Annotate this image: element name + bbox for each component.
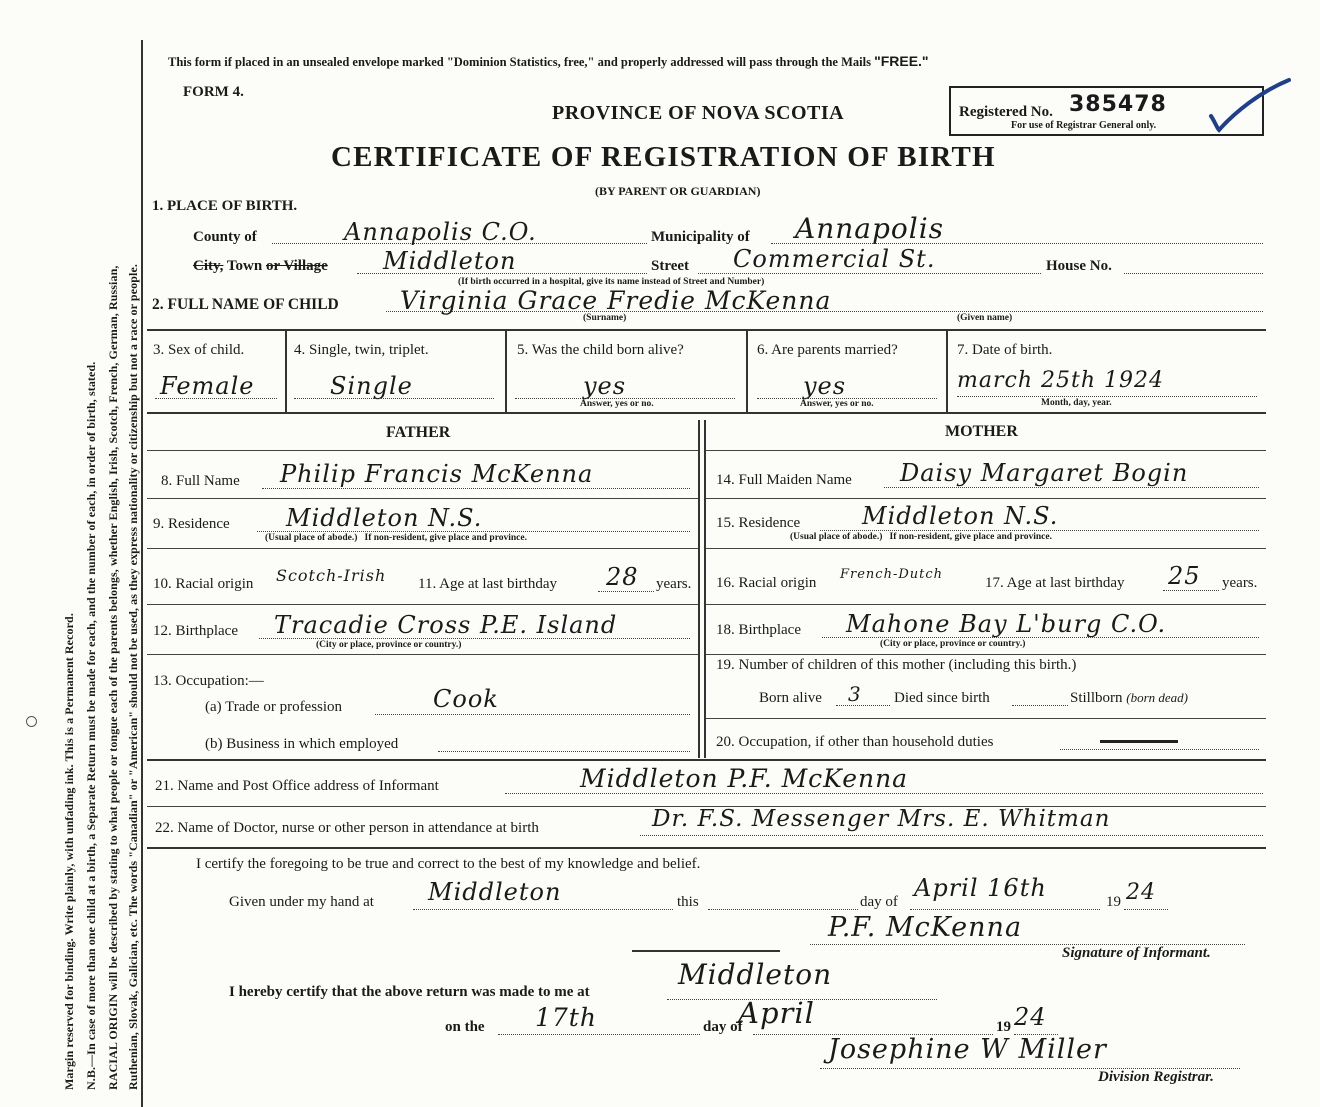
given-year-prefix: 19: [1106, 894, 1121, 910]
given-year-value: 24: [1126, 880, 1156, 905]
rule-mother-5: [706, 654, 1266, 655]
date-of-birth-value: march 25th 1924: [957, 368, 1164, 393]
informant-line: [505, 793, 1263, 794]
rule-father-3: [147, 548, 698, 549]
father-age-value: 28: [606, 563, 639, 591]
rule-informant-top: [147, 759, 1266, 761]
rule-registrar-separator: [632, 950, 780, 952]
form-number: FORM 4.: [183, 84, 244, 100]
town-type-label: City, Town or Village: [193, 258, 328, 274]
informant-signature-label: Signature of Informant.: [1062, 945, 1211, 961]
mother-heading: MOTHER: [945, 423, 1018, 440]
margin-note-nationality: Ruthenian, Slovak, Galician, etc. The words "Canadian" or "American" should not be used, as they express nationality or citizenship but not a race or people.: [126, 264, 140, 1090]
registered-number: 385478: [1069, 92, 1167, 117]
rule-row3-div1: [285, 329, 287, 412]
father-age-line: [598, 591, 654, 592]
mother-age-line: [1163, 590, 1219, 591]
rule-mother-4: [706, 604, 1266, 605]
mother-birthplace-note: (City or place, province or country.): [880, 639, 1026, 649]
date-of-birth-label: 7. Date of birth.: [957, 342, 1053, 358]
mother-birthplace-value: Mahone Bay L'burg C.O.: [846, 610, 1167, 638]
rule-father-5: [147, 654, 698, 655]
father-trade-line: [375, 714, 690, 715]
mother-name-line: [884, 487, 1259, 488]
mother-residence-value: Middleton N.S.: [862, 502, 1059, 530]
born-alive-count-label: Born alive: [759, 690, 822, 706]
father-occupation-label: 13. Occupation:—: [153, 673, 264, 689]
county-label: County of: [193, 229, 257, 245]
hospital-note: (If birth occurred in a hospital, give its name instead of Street and Number): [458, 277, 765, 287]
father-racial-value: Scotch-Irish: [276, 566, 387, 585]
born-alive-note: Answer, yes or no.: [580, 399, 654, 409]
father-birthplace-label: 12. Birthplace: [153, 623, 238, 639]
province-heading: PROVINCE OF NOVA SCOTIA: [552, 102, 845, 124]
registrar-year-value: 24: [1014, 1003, 1047, 1031]
rule-father-2: [147, 498, 698, 499]
mother-age-label: 17. Age at last birthday: [985, 575, 1125, 591]
father-racial-label: 10. Racial origin: [153, 576, 254, 592]
parents-married-value: yes: [803, 372, 847, 400]
rule-mother-1: [706, 450, 1266, 451]
died-since-birth-label: Died since birth: [894, 690, 990, 706]
father-birthplace-value: Tracadie Cross P.E. Island: [274, 611, 618, 639]
registrar-on-line: [498, 1034, 700, 1035]
rule-father-4: [147, 604, 698, 605]
single-twin-label: 4. Single, twin, triplet.: [294, 342, 429, 358]
father-trade-value: Cook: [433, 685, 499, 713]
informant-value: Middleton P.F. McKenna: [580, 764, 909, 793]
date-of-birth-note: Month, day, year.: [1041, 398, 1112, 408]
father-birthplace-note: (City or place, province or country.): [316, 640, 462, 650]
town-value: Middleton: [383, 247, 517, 275]
doctor-label: 22. Name of Doctor, nurse or other person in attendance at birth: [155, 820, 539, 836]
mother-residence-label: 15. Residence: [716, 515, 801, 531]
margin-note-racial-origin: RACIAL ORIGIN will be described by stating to what people or tongue each of the parents belongs, whether English, Irish, Scotch, French, German, Russian,: [106, 265, 120, 1090]
sex-label: 3. Sex of child.: [153, 342, 245, 358]
father-name-value: Philip Francis McKenna: [280, 460, 594, 488]
given-day-of-label: day of: [860, 894, 898, 910]
registrar-year-prefix: 19: [996, 1019, 1011, 1035]
rule-mother-6: [706, 718, 1266, 719]
certify-statement: I certify the foregoing to be true and correct to the best of my knowledge and belief.: [196, 856, 701, 872]
rule-certify-top: [147, 847, 1266, 849]
sex-line: [155, 398, 277, 399]
given-date-value: April 16th: [914, 874, 1047, 902]
street-value: Commercial St.: [733, 245, 936, 273]
father-age-label: 11. Age at last birthday: [418, 576, 557, 592]
registrar-statement: I hereby certify that the above return was made to me at: [229, 984, 590, 1000]
given-place-line: [413, 909, 673, 910]
margin-note-separate-return: N.B.—In case of more than one child at a birth, a Separate Return must be made for each, and the number of each, in order of birth, stated.: [84, 361, 98, 1090]
father-residence-value: Middleton N.S.: [286, 504, 483, 532]
given-this-label: this: [677, 894, 699, 910]
mail-notice: This form if placed in an unsealed envelope marked "Dominion Statistics, free," and properly addressed will pass through the Mails "FREE.": [168, 53, 929, 69]
died-since-birth-line: [1012, 705, 1068, 706]
given-under-hand-label: Given under my hand at: [229, 894, 374, 910]
given-place-value: Middleton: [428, 878, 562, 906]
given-name-note: (Given name): [957, 313, 1013, 323]
rule-row3-div4: [946, 329, 948, 412]
margin-rule: [141, 40, 143, 1107]
mother-abode-note: (Usual place of abode.) If non-resident, give place and province.: [790, 532, 1052, 542]
doctor-line: [640, 835, 1263, 836]
rule-mother-3: [706, 548, 1266, 549]
street-line: [698, 273, 1041, 274]
registrar-day-of-label: day of: [703, 1019, 743, 1035]
father-name-line: [262, 488, 690, 489]
certificate-subtitle: (BY PARENT OR GUARDIAN): [595, 184, 761, 198]
mother-birthplace-label: 18. Birthplace: [716, 622, 801, 638]
place-of-birth-heading: 1. PLACE OF BIRTH.: [152, 198, 298, 214]
father-age-years: years.: [656, 576, 692, 592]
father-abode-note: (Usual place of abode.) If non-resident, give place and province.: [265, 533, 527, 543]
father-trade-label: (a) Trade or profession: [205, 699, 343, 715]
mother-name-value: Daisy Margaret Bogin: [900, 459, 1189, 487]
born-alive-count-value: 3: [848, 682, 862, 706]
single-twin-line: [294, 398, 494, 399]
born-alive-value: yes: [583, 372, 627, 400]
given-year-line: [1124, 909, 1168, 910]
registrar-month-value: April: [738, 996, 815, 1030]
child-name-value: Virginia Grace Fredie McKenna: [400, 286, 832, 315]
certificate-title: CERTIFICATE OF REGISTRATION OF BIRTH: [331, 141, 996, 173]
mother-age-years: years.: [1222, 575, 1258, 591]
rule-row3-div3: [746, 329, 748, 412]
doctor-value: Dr. F.S. Messenger Mrs. E. Whitman: [652, 806, 1111, 832]
mother-racial-label: 16. Racial origin: [716, 575, 817, 591]
father-heading: FATHER: [386, 424, 451, 441]
surname-note: (Surname): [583, 313, 627, 323]
father-name-label: 8. Full Name: [161, 473, 240, 489]
rule-mother-2: [706, 498, 1266, 499]
parents-married-note: Answer, yes or no.: [800, 399, 874, 409]
municipality-label: Municipality of: [651, 229, 750, 245]
father-business-line: [438, 751, 690, 752]
given-date-line: [910, 909, 1100, 910]
mother-residence-line: [820, 530, 1259, 531]
rule-row3-top: [147, 329, 1266, 331]
mother-occupation-line: [1060, 749, 1259, 750]
check-mark-icon: [1205, 76, 1295, 136]
stillborn-label: Stillborn (born dead): [1070, 690, 1189, 706]
registered-no-label: Registered No.: [959, 104, 1053, 120]
municipality-value: Annapolis: [795, 212, 945, 245]
father-residence-label: 9. Residence: [153, 516, 230, 532]
registrar-signature-label: Division Registrar.: [1098, 1069, 1214, 1085]
born-alive-label: 5. Was the child born alive?: [517, 342, 684, 358]
registrar-use-note: For use of Registrar General only.: [1011, 120, 1157, 131]
informant-signature: P.F. McKenna: [828, 912, 1023, 943]
child-name-label: 2. FULL NAME OF CHILD: [152, 296, 339, 313]
informant-label: 21. Name and Post Office address of Informant: [155, 778, 439, 794]
parents-married-label: 6. Are parents married?: [757, 342, 898, 358]
rule-parents-mid-a: [698, 420, 700, 758]
registrar-place-value: Middleton: [678, 958, 833, 991]
mother-occupation-dash: [1100, 740, 1178, 743]
mother-name-label: 14. Full Maiden Name: [716, 472, 852, 488]
single-twin-value: Single: [330, 372, 413, 400]
county-value: Annapolis C.O.: [344, 218, 537, 246]
house-no-line: [1124, 273, 1263, 274]
registrar-on-value: 17th: [535, 1003, 597, 1032]
born-alive-count-line: [836, 705, 890, 706]
given-this-line: [708, 909, 858, 910]
house-no-label: House No.: [1046, 258, 1112, 274]
rule-parents-mid-b: [704, 420, 706, 758]
binding-margin: [0, 0, 145, 1107]
mother-occupation-label: 20. Occupation, if other than household duties: [716, 734, 994, 750]
rule-row3-div2: [505, 329, 507, 412]
father-business-label: (b) Business in which employed: [205, 736, 399, 752]
rule-parents-top: [147, 412, 1266, 414]
street-label: Street: [651, 258, 690, 274]
margin-note-binding: Margin reserved for binding. Write plainly, with unfading ink. This is a Permanent Record.: [62, 613, 76, 1090]
rule-father-1: [147, 450, 698, 451]
date-of-birth-line: [957, 396, 1257, 397]
punch-hole-mark: [26, 716, 37, 727]
mother-children-label: 19. Number of children of this mother (including this birth.): [716, 657, 1077, 673]
mother-racial-value: French-Dutch: [840, 567, 944, 582]
sex-value: Female: [160, 372, 255, 400]
registrar-signature: Josephine W Miller: [828, 1034, 1107, 1065]
registrar-on-the-label: on the: [445, 1019, 485, 1035]
mother-age-value: 25: [1168, 562, 1201, 590]
